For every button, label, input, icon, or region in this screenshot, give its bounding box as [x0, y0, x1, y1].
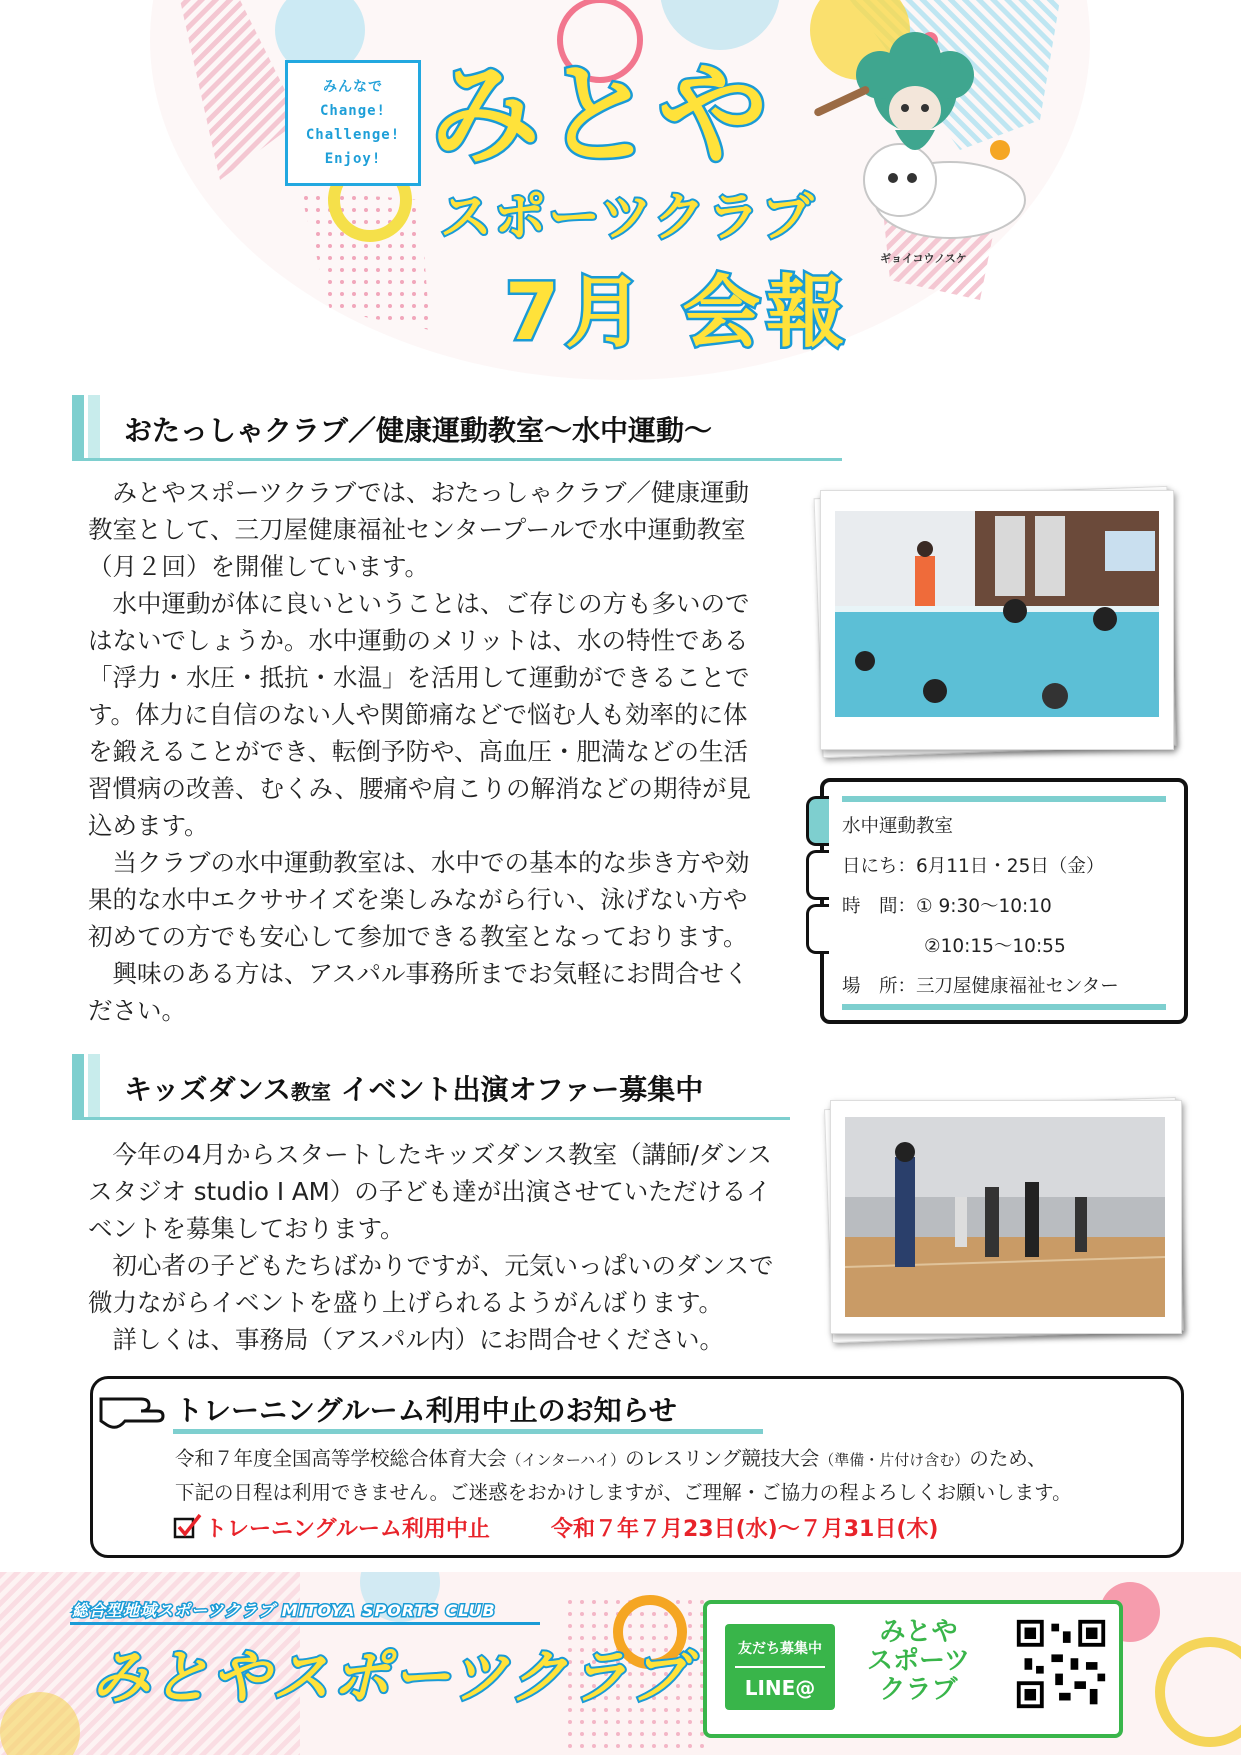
section-heading-aquatic [72, 395, 842, 461]
notice-line [175, 1443, 1046, 1471]
notice-title: トレーニングルーム利用中止のお知らせ [175, 1394, 677, 1427]
header-banner [0, 0, 1241, 380]
paragraph: 興味のある方は、アスパル事務所までお気軽にお問合せください。 [88, 959, 749, 1025]
dance-photo [830, 1100, 1182, 1334]
heading-accent-bar [72, 1054, 84, 1120]
card-tab [806, 850, 829, 900]
aquatic-article [88, 474, 768, 1029]
line-badge-bottom: LINE@ [744, 1676, 816, 1700]
footer-club-logo: みとやスポーツクラブ [92, 1643, 690, 1711]
notice-title-underline [173, 1429, 763, 1434]
slogan-line: みんなで [323, 79, 383, 95]
mascot-name: ギョイコウノスケ [880, 252, 967, 265]
footer-tagline-underline [70, 1622, 540, 1625]
slogan-line: Change! [319, 103, 386, 119]
notice-box [90, 1376, 1184, 1558]
class-place: 場 所：三刀屋健康福祉センター [842, 976, 1119, 997]
notice-text-small: （準備・片付け含む） [819, 1451, 970, 1469]
class-info-card [820, 778, 1188, 1024]
line-logo-line: クラブ [879, 1675, 958, 1705]
slogan-box [285, 60, 421, 186]
paragraph: 当クラブの水中運動教室は、水中での基本的な歩き方や効果的な水中エクササイズを楽しみながら行い、泳げない方や初めての方でも安心して参加できる教室となっております。 [88, 848, 750, 951]
paragraph: 初心者の子どもたちばかりですが、元気いっぱいのダンスで微力ながらイベントを盛り上げられるようがんばります。 [88, 1251, 774, 1317]
card-stripe [842, 1004, 1166, 1010]
class-date: 日にち：6月11日・25日（金） [842, 856, 1105, 877]
pointing-hand-icon [97, 1385, 167, 1435]
club-subtitle: スポーツクラブ [440, 188, 816, 248]
club-title: みとや [430, 51, 772, 179]
pool-photo-image [835, 511, 1159, 717]
notice-text: 令和７年度全国高等学校総合体育大会 [175, 1447, 507, 1470]
line-contact-card[interactable] [703, 1600, 1123, 1738]
issue-title: 7月 会報 [505, 268, 851, 358]
footer-tagline: 総合型地域スポーツクラブ MITOYA SPORTS CLUB [72, 1601, 496, 1620]
title-main: キッズダンス [124, 1073, 291, 1106]
class-time: ②10:15～10:55 [924, 936, 1066, 957]
heading-accent-bar [72, 395, 84, 461]
paragraph: みとやスポーツクラブでは、おたっしゃクラブ／健康運動教室として、三刀屋健康福祉センタープールで水中運動教室（月２回）を開催しています。 [88, 478, 750, 581]
section-title [124, 1068, 703, 1108]
heading-underline [72, 458, 842, 461]
slogan-line: Challenge! [305, 127, 401, 143]
notice-alert-date: 令和７年７月23日(水)～７月31日(木) [551, 1517, 939, 1542]
paragraph: 詳しくは、事務局（アスパル内）にお問合せください。 [112, 1325, 725, 1354]
class-name: 水中運動教室 [842, 816, 954, 837]
card-stripe [842, 796, 1166, 802]
notice-text-small: （インターハイ） [506, 1451, 626, 1469]
paragraph: 水中運動が体に良いということは、ご存じの方も多いのではないでしょうか。水中運動のメリットは、水の特性である「浮力・水圧・抵抗・水温」を活用して運動ができることです。体力に自信のない人や関節痛などで悩む人も効率的に体を鍛えることができ、転倒予防や、高血圧・肥満などの生活習慣病の改善、むくみ、腰痛や肩こりの解消などの期待が見込めます。 [88, 589, 751, 840]
line-logo-line: スポーツ [867, 1646, 970, 1676]
slogan-line: Enjoy! [324, 151, 382, 167]
notice-line: 下記の日程は利用できません。ご迷惑をおかけしますが、ご理解・ご協力の程よろしくお願いします。 [175, 1481, 1072, 1504]
qr-code-icon[interactable] [1013, 1616, 1109, 1712]
title-small: 教室 [290, 1080, 331, 1104]
heading-accent-bar [88, 395, 100, 461]
paragraph: 今年の4月からスタートしたキッズダンス教室（講師/ダンススタジオ studio I AM）の子ども達が出演させていただけるイベントを募集しております。 [88, 1140, 772, 1243]
notice-alert-label: トレーニングルーム利用中止 [205, 1517, 490, 1542]
title-rest: イベント出演オファー募集中 [330, 1073, 704, 1106]
heading-accent-bar [88, 1054, 100, 1120]
card-tab [806, 796, 829, 846]
card-tab [806, 904, 829, 954]
section-title: おたっしゃクラブ／健康運動教室～水中運動～ [124, 414, 713, 447]
line-badge[interactable] [725, 1624, 835, 1710]
heading-underline [72, 1117, 790, 1120]
line-club-logo [867, 1618, 970, 1705]
checkbox-checked-icon [173, 1513, 203, 1539]
dance-photo-image [845, 1117, 1165, 1317]
line-badge-divider [735, 1666, 825, 1668]
line-badge-top: 友だち募集中 [738, 1641, 822, 1657]
class-time: 時 間：① 9:30～10:10 [842, 896, 1052, 917]
notice-text: のため、 [969, 1447, 1047, 1470]
notice-text: のレスリング競技大会 [625, 1447, 820, 1470]
dance-article [88, 1136, 788, 1358]
pool-photo [820, 490, 1174, 750]
section-heading-dance [72, 1054, 790, 1120]
line-logo-line: みとや [879, 1617, 958, 1647]
